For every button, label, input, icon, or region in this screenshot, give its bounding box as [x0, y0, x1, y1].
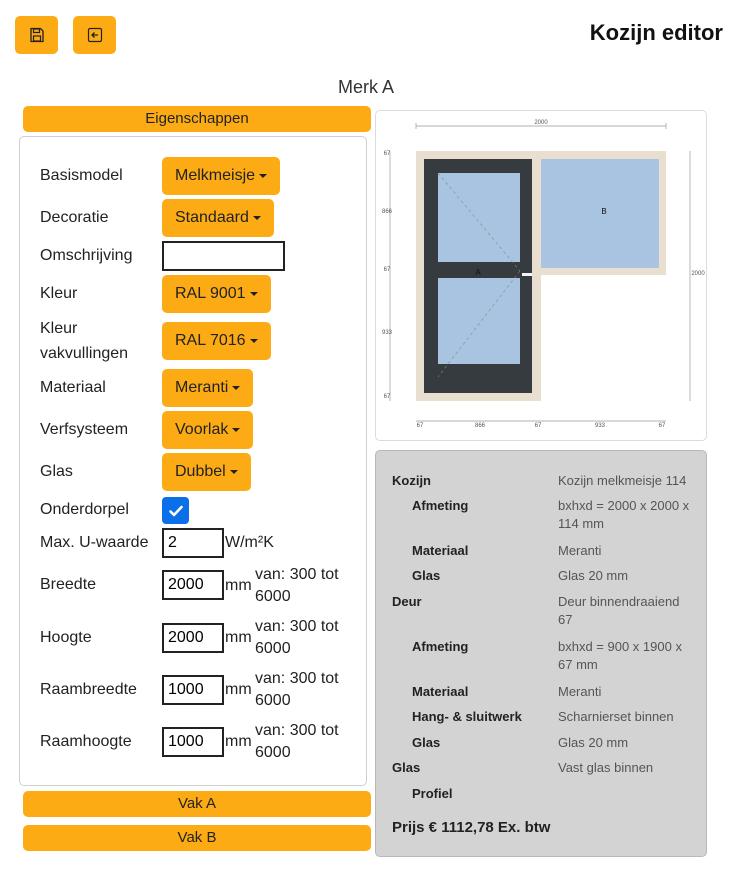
hoogte-range-line2: 6000: [255, 640, 291, 657]
caret-down-icon: [232, 428, 240, 432]
raambreedte-range-line1: van: 300 tot: [255, 670, 339, 687]
raambreedte-input[interactable]: [162, 675, 224, 705]
caret-down-icon: [230, 470, 238, 474]
raambreedte-unit: mm: [225, 681, 252, 698]
omschrijving-input[interactable]: [162, 241, 285, 271]
back-icon: [87, 27, 103, 43]
materiaal-dropdown[interactable]: [162, 369, 253, 407]
raambreedte-range: [255, 668, 355, 712]
bottom-dim-label: 67: [534, 423, 542, 429]
page-title: Kozijn editor: [589, 20, 723, 45]
kleur-vak-label-1: Kleur: [40, 320, 78, 337]
verfsysteem-value: Voorlak: [175, 421, 229, 438]
save-icon: [29, 27, 45, 43]
summary-afmeting-line2: 114 mm: [558, 516, 604, 531]
vak-b-header[interactable]: Vak B: [23, 825, 371, 851]
decoratie-value: Standaard: [175, 209, 249, 226]
summary-glas2-value: Vast glas binnen: [558, 760, 654, 775]
caret-down-icon: [253, 216, 261, 220]
kleur-vak-label-2: vakvullingen: [40, 345, 129, 362]
breedte-label: Breedte: [40, 576, 97, 593]
summary-hang-value: Scharnierset binnen: [558, 709, 674, 724]
basismodel-dropdown[interactable]: [162, 157, 280, 195]
left-dim-label: 67: [383, 151, 391, 157]
u-waarde-input[interactable]: [162, 528, 224, 558]
breedte-range: [255, 564, 355, 608]
summary-panel: [375, 450, 707, 857]
breedte-range-line2: 6000: [255, 588, 291, 605]
summary-deur-key: Deur: [392, 594, 422, 609]
summary-afmeting-line1: bxhxd = 2000 x 2000 x: [558, 498, 690, 513]
caret-down-icon: [259, 174, 267, 178]
summary-afmeting-key: Afmeting: [412, 498, 469, 513]
properties-header[interactable]: Eigenschappen: [23, 106, 371, 132]
summary-kozijn-value: Kozijn melkmeisje 114: [558, 473, 687, 488]
back-button[interactable]: [73, 16, 116, 54]
hoogte-input[interactable]: [162, 623, 224, 653]
glas-value: Dubbel: [175, 463, 226, 480]
verfsysteem-label: Verfsysteem: [40, 421, 129, 438]
kleur-vak-dropdown[interactable]: [162, 322, 271, 360]
summary-kozijn-key: Kozijn: [392, 473, 431, 488]
kleur-label: Kleur: [40, 285, 78, 302]
summary-deur-value: [558, 593, 698, 629]
brand-name: Merk A: [337, 77, 394, 97]
glas-label: Glas: [40, 463, 73, 480]
hoogte-range: [255, 616, 355, 660]
caret-down-icon: [250, 339, 258, 343]
properties-panel: [19, 136, 367, 786]
window-b-glass: [541, 159, 659, 268]
raamhoogte-input[interactable]: [162, 727, 224, 757]
raamhoogte-range: [255, 720, 355, 764]
save-button[interactable]: [15, 16, 58, 54]
hoogte-range-line1: van: 300 tot: [255, 618, 339, 635]
caret-down-icon: [250, 292, 258, 296]
caret-down-icon: [232, 386, 240, 390]
left-dim-label: 933: [381, 330, 393, 336]
frame-drawing: [375, 110, 707, 441]
raamhoogte-unit: mm: [225, 733, 252, 750]
hoogte-label: Hoogte: [40, 629, 92, 646]
raambreedte-range-line2: 6000: [255, 692, 291, 709]
bottom-dim-label: 866: [474, 423, 486, 429]
vak-a-header[interactable]: Vak A: [23, 791, 371, 817]
raambreedte-label: Raambreedte: [40, 681, 137, 698]
summary-deur-afmeting-line1: bxhxd = 900 x 1900 x: [558, 639, 682, 654]
bottom-dim-label: 933: [594, 423, 606, 429]
summary-deur-line2: 67: [558, 612, 573, 627]
summary-glas2-key: Glas: [392, 760, 421, 775]
summary-deur-materiaal-value: Meranti: [558, 684, 602, 699]
summary-glas-value: Glas 20 mm: [558, 568, 629, 583]
kleur-dropdown[interactable]: [162, 275, 271, 313]
kleur-value: RAL 9001: [175, 285, 246, 302]
u-waarde-label: Max. U-waarde: [40, 534, 149, 551]
decoratie-dropdown[interactable]: [162, 199, 274, 237]
u-waarde-unit: W/m²K: [225, 534, 274, 551]
onderdorpel-label: Onderdorpel: [40, 501, 129, 518]
omschrijving-label: Omschrijving: [40, 247, 133, 264]
materiaal-label: Materiaal: [40, 379, 106, 396]
breedte-input[interactable]: [162, 570, 224, 600]
summary-deur-materiaal-key: Materiaal: [412, 684, 469, 699]
door-label: A: [475, 268, 481, 277]
summary-materiaal-value: Meranti: [558, 543, 602, 558]
kleur-vak-value: RAL 7016: [175, 332, 246, 349]
summary-deur-glas-value: Glas 20 mm: [558, 735, 629, 750]
width-dim-label: 2000: [534, 120, 548, 126]
bottom-dim-label: 67: [658, 423, 666, 429]
raamhoogte-range-line1: van: 300 tot: [255, 722, 339, 739]
summary-deur-line1: Deur binnendraaiend: [558, 594, 680, 609]
summary-hang-key: Hang- & sluitwerk: [412, 709, 522, 724]
summary-afmeting-value: [558, 497, 698, 533]
bottom-dim-label: 67: [416, 423, 424, 429]
hoogte-unit: mm: [225, 629, 252, 646]
breedte-range-line1: van: 300 tot: [255, 566, 339, 583]
summary-deur-afmeting-key: Afmeting: [412, 639, 469, 654]
door-glass-bottom: [438, 278, 520, 364]
onderdorpel-checkbox[interactable]: [162, 497, 189, 524]
glas-dropdown[interactable]: [162, 453, 251, 491]
summary-deur-glas-key: Glas: [412, 735, 441, 750]
left-dim-label: 866: [381, 209, 393, 215]
checkmark-icon: [167, 502, 185, 520]
summary-profiel-key: Profiel: [412, 786, 453, 801]
summary-deur-afmeting-value: [558, 638, 698, 674]
raamhoogte-range-line2: 6000: [255, 744, 291, 761]
summary-glas-key: Glas: [412, 568, 441, 583]
left-dim-label: 67: [383, 394, 391, 400]
breedte-unit: mm: [225, 577, 252, 594]
window-b-label: B: [601, 207, 607, 216]
basismodel-label: Basismodel: [40, 167, 123, 184]
decoratie-label: Decoratie: [40, 209, 109, 226]
door-handle: [522, 273, 532, 276]
summary-deur-afmeting-line2: 67 mm: [558, 657, 598, 672]
height-dim-label: 2000: [691, 271, 705, 277]
basismodel-value: Melkmeisje: [175, 167, 256, 184]
frame-drawing-svg: [376, 111, 706, 440]
price-total: Prijs € 1112,78 Ex. btw: [392, 819, 551, 836]
materiaal-value: Meranti: [175, 379, 229, 396]
raamhoogte-label: Raamhoogte: [40, 733, 132, 750]
verfsysteem-dropdown[interactable]: [162, 411, 253, 449]
left-dim-label: 67: [383, 267, 391, 273]
summary-materiaal-key: Materiaal: [412, 543, 469, 558]
door-glass-top: [438, 173, 520, 262]
